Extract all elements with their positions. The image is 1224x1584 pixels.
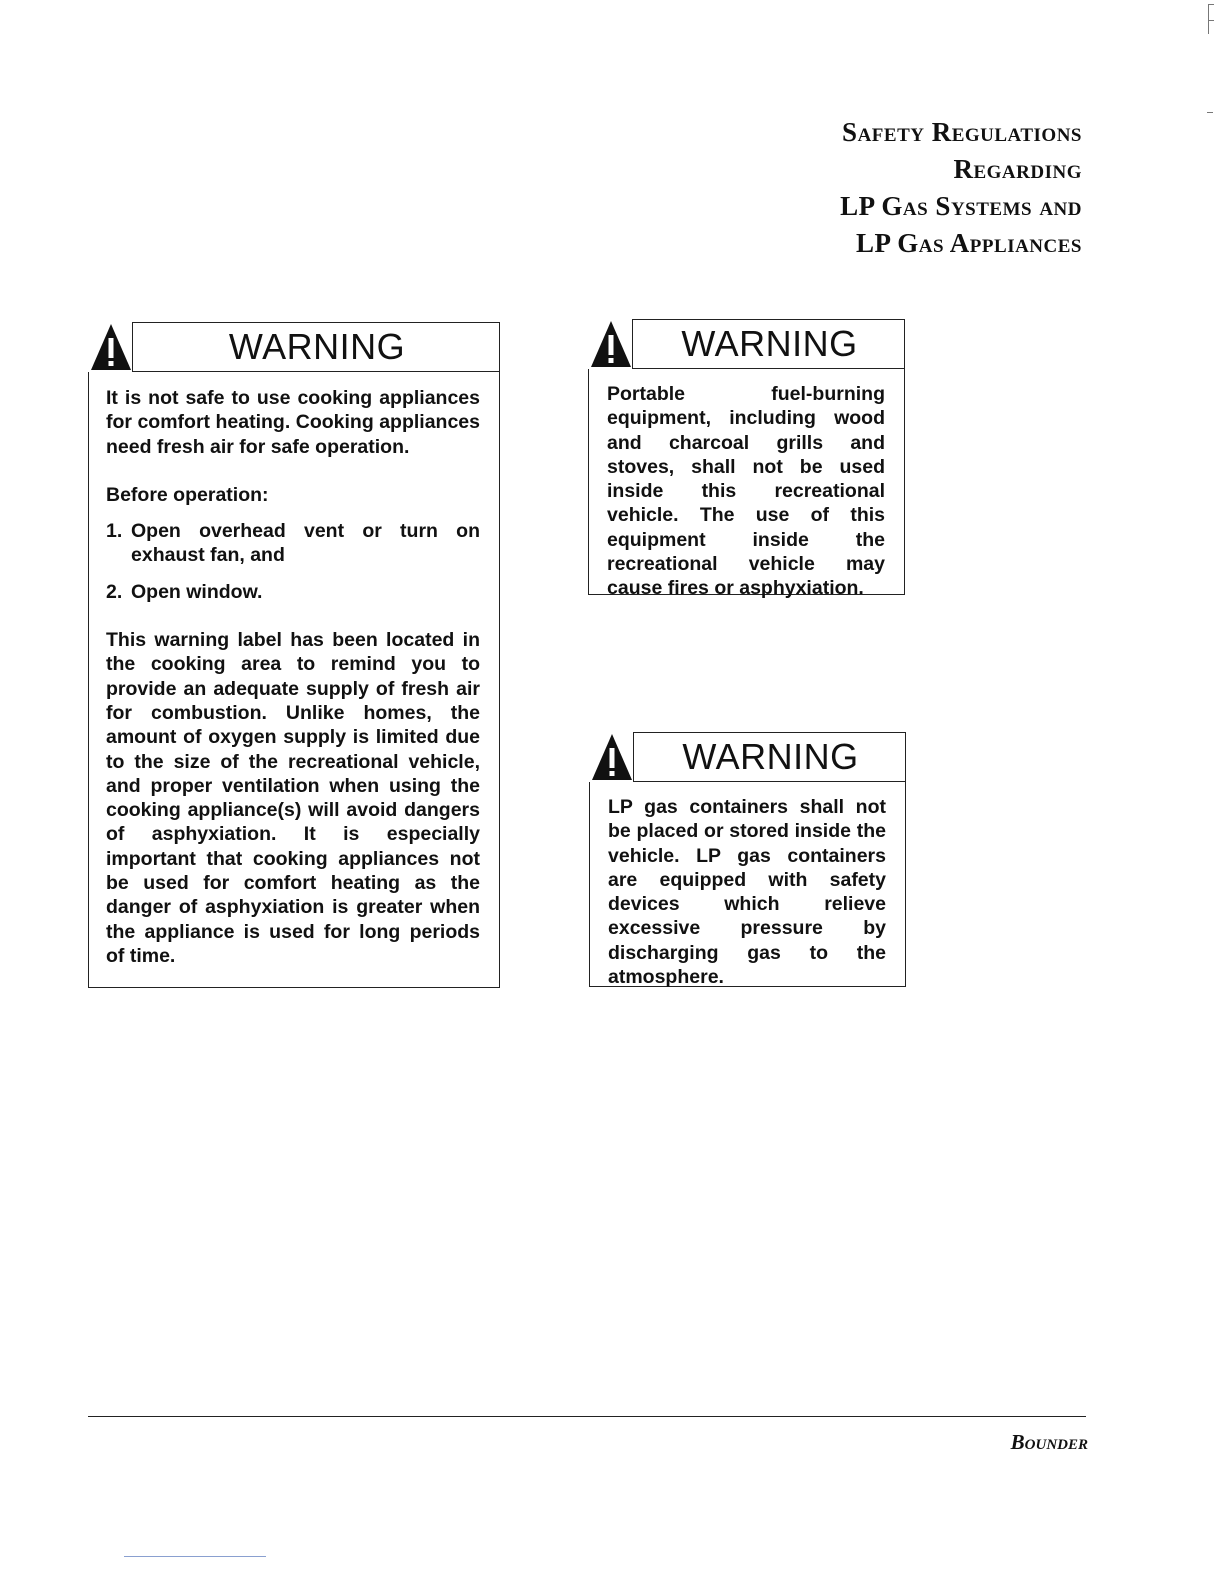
warning-paragraph: Portable fuel-burning equipment, including wood and charcoal grills and stoves, shall not be used inside this recreational vehicle. The use of this equipment inside the recreational vehicle may cause fires or asphyxiation. xyxy=(607,383,885,600)
scan-mark xyxy=(1209,4,1214,5)
step-text: Open overhead vent or turn on exhaust fan, and xyxy=(131,520,480,567)
warning-box-lp-containers xyxy=(589,732,906,987)
scan-mark xyxy=(1208,4,1209,34)
operation-steps xyxy=(106,519,480,604)
warning-header xyxy=(633,732,906,782)
warning-label: WARNING xyxy=(228,326,406,367)
list-item xyxy=(106,580,480,604)
step-number: 2. xyxy=(106,580,123,603)
warning-paragraph: Before operation: xyxy=(106,483,269,506)
warning-label: WARNING xyxy=(681,323,858,364)
warning-header xyxy=(132,322,500,372)
warning-box-portable-fuel xyxy=(588,319,905,600)
warning-body xyxy=(88,372,500,988)
page-title-line: Safety Regulations xyxy=(842,117,1082,147)
footer-rule xyxy=(88,1416,1086,1417)
step-number: 1. xyxy=(106,520,123,543)
warning-body xyxy=(588,369,905,600)
page-title xyxy=(840,114,1082,262)
page-title-line: Regarding xyxy=(953,154,1082,184)
page-title-line: LP Gas Appliances xyxy=(856,228,1082,258)
list-item xyxy=(106,519,480,568)
warning-header xyxy=(632,319,905,369)
warning-box-cooking xyxy=(88,322,500,988)
warning-triangle-icon xyxy=(589,319,633,369)
warning-label: WARNING xyxy=(682,736,859,777)
scan-mark xyxy=(1209,20,1214,21)
warning-paragraph: It is not safe to use cooking appliances for comfort heating. Cooking appliances need fresh air for safe operation. xyxy=(106,387,480,458)
warning-paragraph: This warning label has been located in the cooking area to remind you to provide an adequate supply of fresh air for combustion. Unlike homes, the amount of oxygen supply is limited due to the size of the recreational vehicle, and proper ventilation when using the cooking appliance(s) will avoid dangers of asphyxiation. It is especially important that cooking appliances not be used for comfort heating as the danger of asphyxiation is greater when the appliance is used for long periods of time. xyxy=(106,629,480,967)
page-title-line: LP Gas Systems and xyxy=(840,191,1082,221)
warning-triangle-icon xyxy=(89,322,133,372)
warning-triangle-icon xyxy=(590,732,634,782)
warning-body xyxy=(589,782,906,987)
warning-paragraph: LP gas containers shall not be placed or stored inside the vehicle. LP gas containers are equipped with safety devices which relieve excessive pressure by discharging gas to the atmosphere. xyxy=(608,796,886,989)
scan-mark xyxy=(124,1556,266,1557)
scan-mark xyxy=(1207,112,1213,113)
footer-brand: Bounder xyxy=(1010,1430,1088,1454)
step-text: Open window. xyxy=(131,580,263,603)
